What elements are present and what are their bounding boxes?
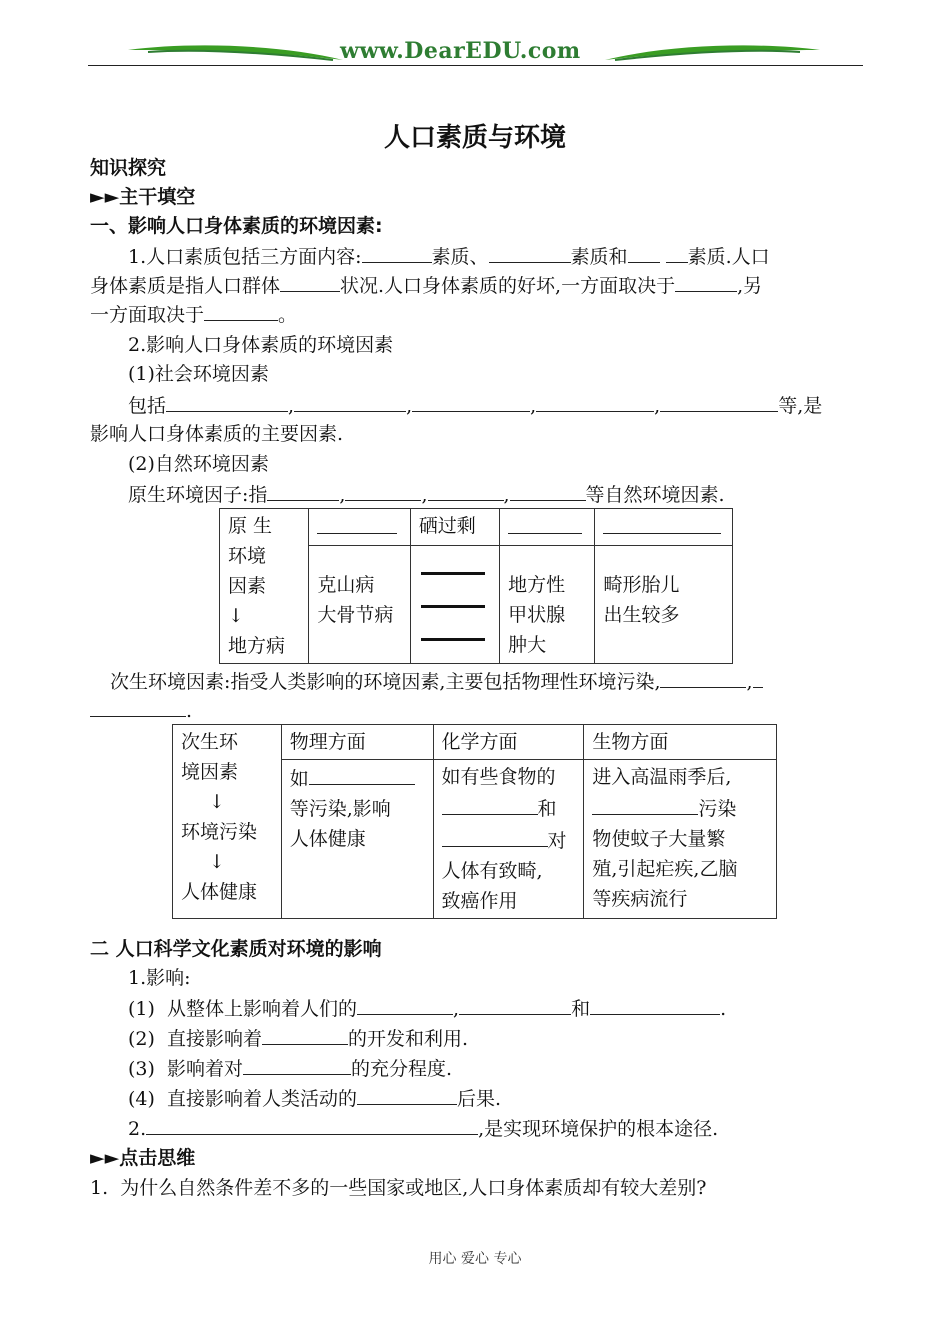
section-knowledge: 知识探究 <box>90 157 167 179</box>
part1-heading: 一、影响人口身体素质的环境因素: <box>90 215 383 237</box>
blank[interactable] <box>428 482 504 501</box>
blank[interactable] <box>362 244 432 263</box>
table1-head-3[interactable] <box>500 509 595 546</box>
p1-line2: 身体素质是指人口群体 状况.人口身体素质的好坏,一方面取决于 ,另 <box>90 275 763 297</box>
impact-label: 1.影响: <box>128 967 191 989</box>
table1-head-1[interactable] <box>309 509 410 546</box>
table2-biological-cell: 进入高温雨季后, 污染 物使蚊子大量繁 殖,引起疟疾,乙脑 等疾病流行 <box>584 760 777 919</box>
blank[interactable] <box>660 669 746 688</box>
table2-head-biological: 生物方面 <box>584 725 777 760</box>
include-line1: 包括 , , , , 等,是 <box>128 395 823 417</box>
primary-environment-table <box>219 508 733 664</box>
question-1: 1. 为什么自然条件差不多的一些国家或地区,人口身体素质却有较大差别? <box>90 1177 707 1199</box>
blank[interactable] <box>280 273 340 292</box>
p1-line3: 一方面取决于 。 <box>90 304 298 326</box>
part2-heading: 二 人口科学文化素质对环境的影响 <box>90 938 382 960</box>
include-line2: 影响人口身体素质的主要因素. <box>90 423 344 445</box>
blank[interactable] <box>510 482 586 501</box>
secondary-line2: . <box>90 698 192 723</box>
table1-disease-4: 畸形胎儿 出生较多 <box>595 546 733 664</box>
blank[interactable] <box>166 393 288 412</box>
site-logo: www.DearEDU.com <box>340 38 581 64</box>
secondary-environment-table <box>172 724 777 919</box>
think-heading: ►►点击思维 <box>90 1147 196 1169</box>
blank[interactable] <box>294 393 406 412</box>
natural-factors: (2)自然环境因素 <box>128 453 269 475</box>
blank[interactable] <box>753 669 763 688</box>
page-title: 人口素质与环境 <box>383 123 566 153</box>
blank[interactable] <box>90 698 186 717</box>
table1-disease-3: 地方性 甲状腺 肿大 <box>500 546 595 664</box>
impact-3: (3) 影响着对 的充分程度. <box>128 1058 453 1080</box>
blank[interactable] <box>489 244 571 263</box>
page-footer: 用心 爱心 专心 <box>428 1251 522 1267</box>
table2-physical-cell: 如 等污染,影响 人体健康 <box>281 760 433 919</box>
blank[interactable] <box>204 302 278 321</box>
blank[interactable] <box>267 482 339 501</box>
blank[interactable] <box>628 244 660 263</box>
blank[interactable] <box>442 824 548 847</box>
blank[interactable] <box>357 996 453 1015</box>
table1-head-4[interactable] <box>595 509 733 546</box>
right-leaf-swoosh <box>605 40 820 64</box>
table2-head-chemical: 化学方面 <box>433 725 584 760</box>
blank[interactable] <box>357 1086 457 1105</box>
table2-head-physical: 物理方面 <box>281 725 433 760</box>
blank[interactable] <box>660 393 778 412</box>
blank[interactable] <box>592 792 698 815</box>
blank[interactable] <box>442 792 538 815</box>
blank[interactable] <box>590 996 720 1015</box>
blank[interactable] <box>243 1056 351 1075</box>
blank[interactable] <box>536 393 654 412</box>
social-factors: (1)社会环境因素 <box>128 363 269 385</box>
blank[interactable] <box>412 393 530 412</box>
impact-4: (4) 直接影响着人类活动的 后果. <box>128 1088 502 1110</box>
header-rule <box>88 65 863 66</box>
secondary-line1: 次生环境因素:指受人类影响的环境因素,主要包括物理性环境污染, , <box>110 669 763 694</box>
protection-line: 2. ,是实现环境保护的根本途径. <box>128 1118 719 1140</box>
blank[interactable] <box>146 1116 478 1135</box>
table2-chemical-cell: 如有些食物的 和 对 人体有致畸, 致癌作用 <box>433 760 584 919</box>
table2-label-cell: 次生环 境因素 ↓ 环境污染 ↓ 人体健康 <box>173 725 282 919</box>
table1-disease-2[interactable] <box>410 546 499 664</box>
p2-line: 2.影响人口身体素质的环境因素 <box>128 334 394 356</box>
table1-head-2: 硒过剩 <box>410 509 499 546</box>
impact-2: (2) 直接影响着 的开发和利用. <box>128 1028 469 1050</box>
table1-disease-1: 克山病 大骨节病 <box>309 546 410 664</box>
blank[interactable] <box>666 244 688 263</box>
blank[interactable] <box>459 996 571 1015</box>
impact-1: (1) 从整体上影响着人们的 , 和 . <box>128 998 727 1020</box>
p1-line1: 1.人口素质包括三方面内容: 素质、 素质和 素质.人口 <box>128 246 770 268</box>
blank[interactable] <box>675 273 737 292</box>
left-leaf-swoosh <box>128 40 343 64</box>
primary-factors: 原生环境因子:指 , , , 等自然环境因素. <box>128 484 725 506</box>
fill-blanks-heading: ►►主干填空 <box>90 186 196 208</box>
blank[interactable] <box>309 762 415 785</box>
blank[interactable] <box>262 1026 348 1045</box>
table1-label-cell: 原 生 环境 因素 ↓ 地方病 <box>220 509 309 664</box>
blank[interactable] <box>345 482 421 501</box>
